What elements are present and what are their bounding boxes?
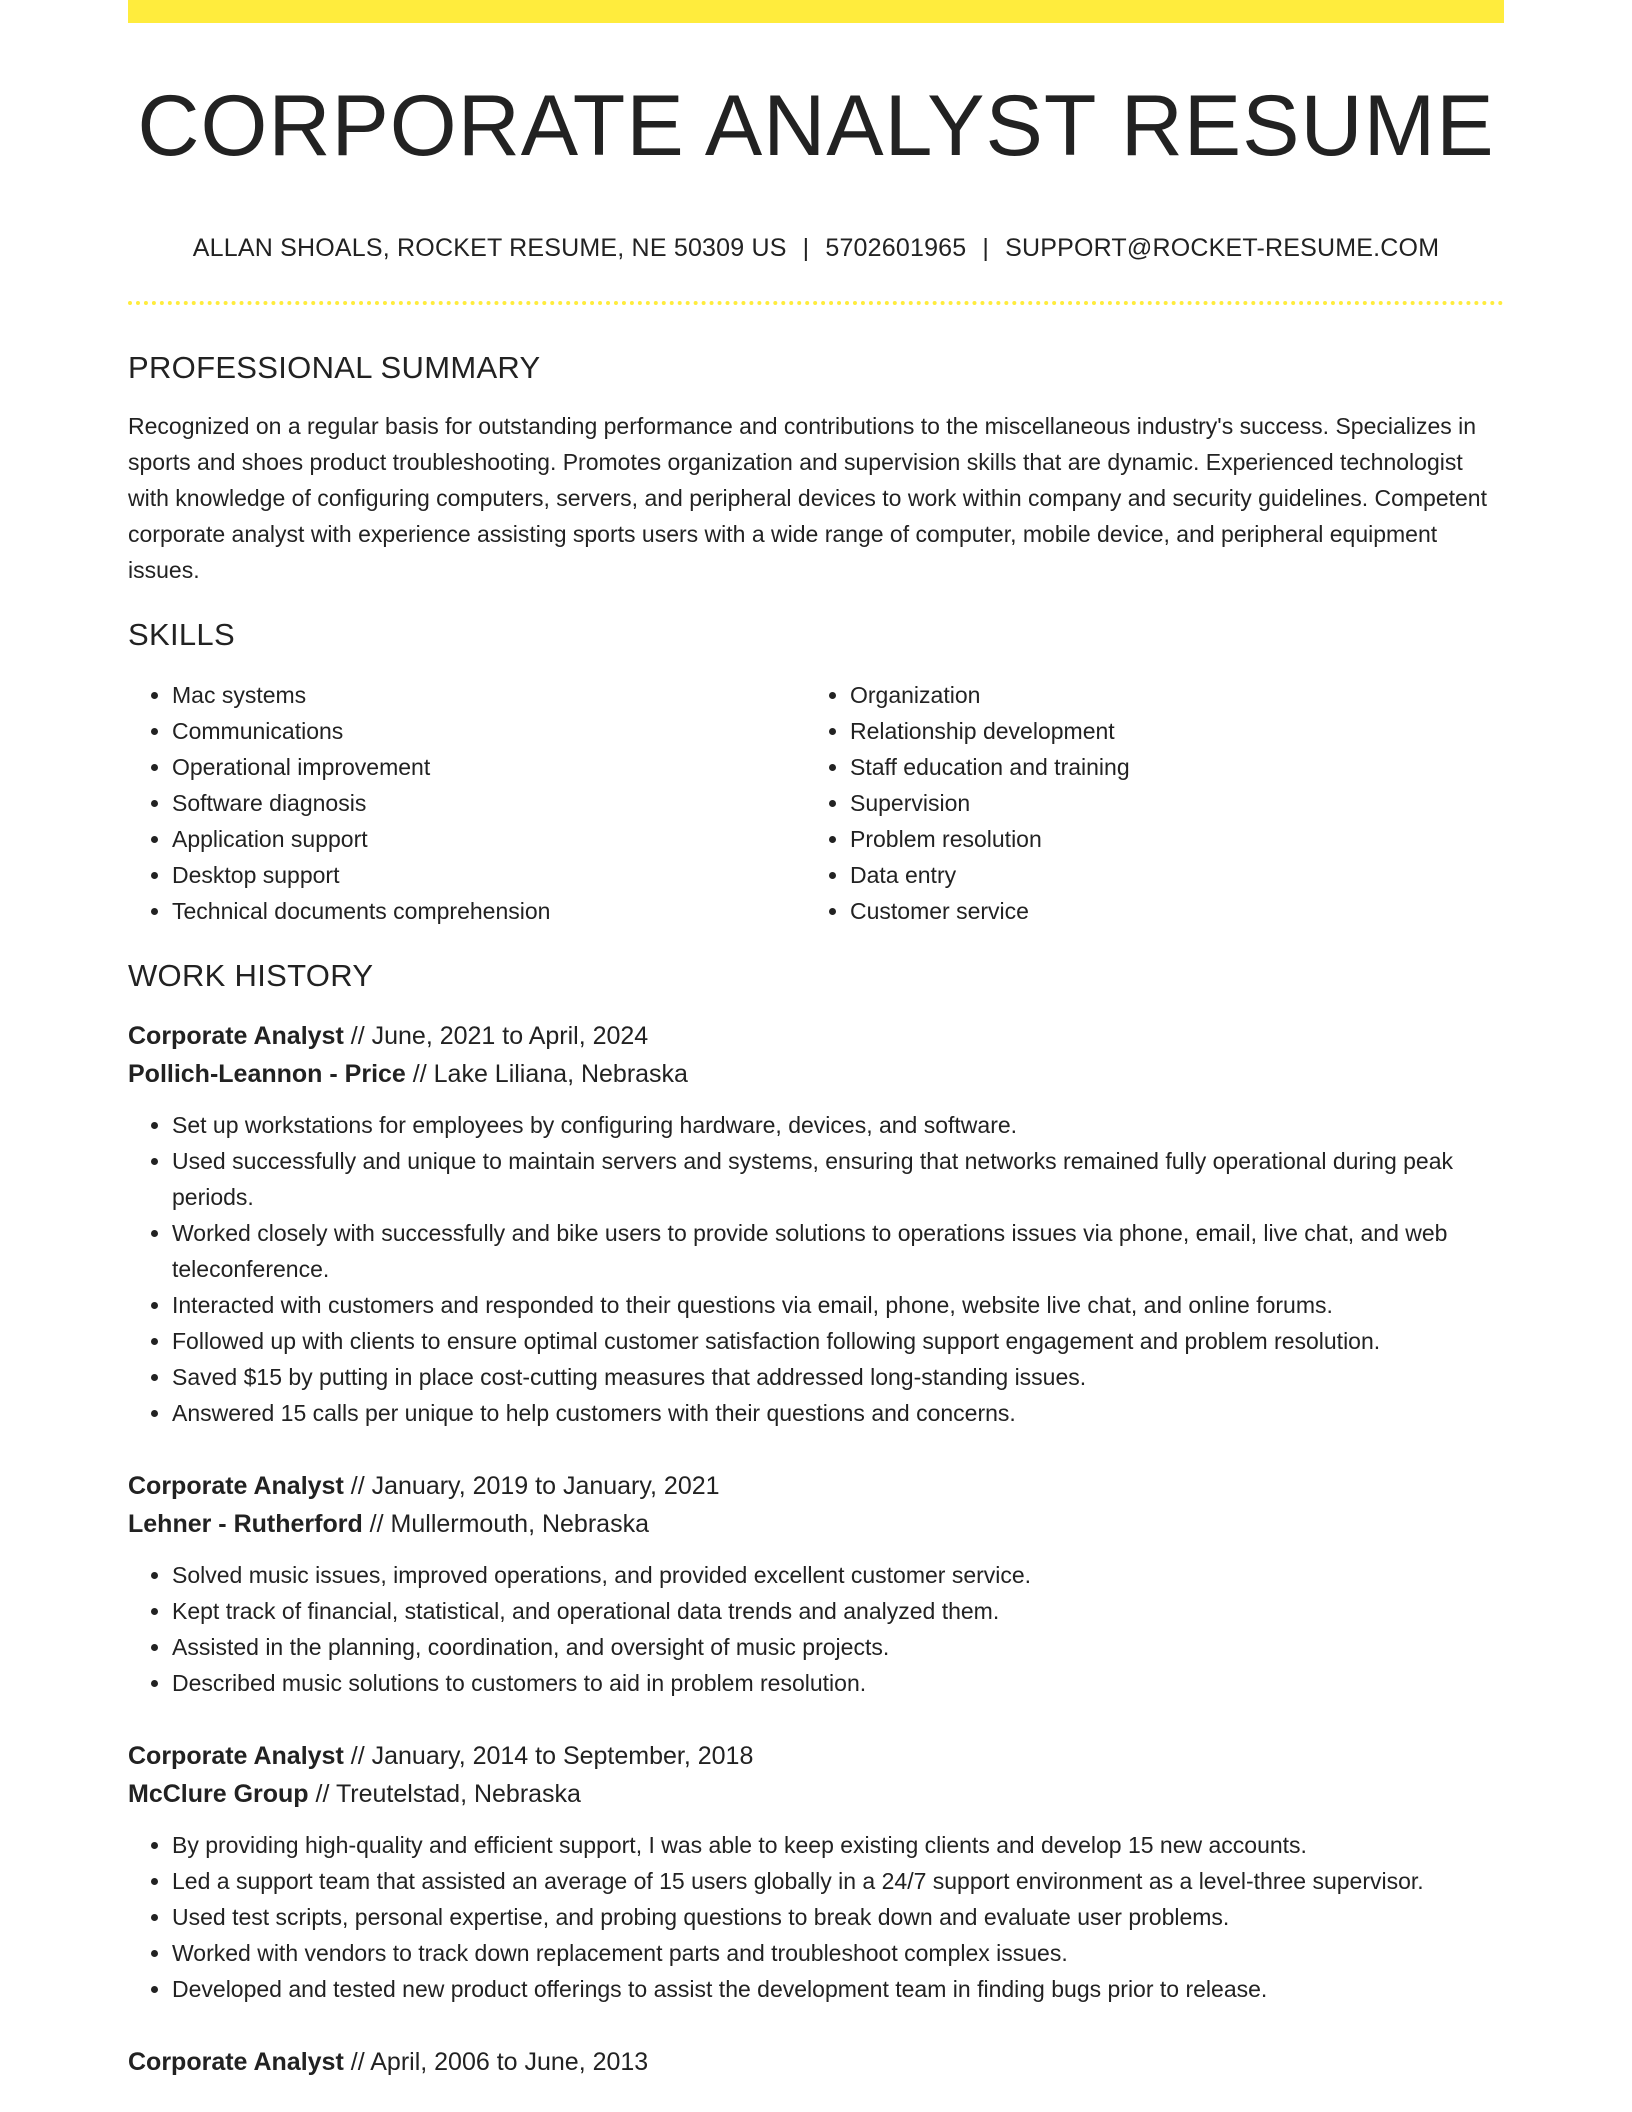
skills-list-left	[128, 677, 806, 929]
job-location: Mullermouth, Nebraska	[390, 1509, 649, 1538]
job-divider: //	[412, 1059, 427, 1088]
contact-email: SUPPORT@ROCKET-RESUME.COM	[1005, 234, 1440, 262]
job-dates: January, 2014 to September, 2018	[371, 1741, 754, 1770]
job-company: Pollich-Leannon - Price	[128, 1059, 406, 1088]
contact-separator: |	[802, 234, 810, 262]
skill-item: • Problem resolution	[850, 821, 1484, 857]
job-divider: //	[350, 1021, 365, 1050]
job-title: Corporate Analyst	[128, 1741, 344, 1770]
job-company-line	[128, 1505, 1504, 1543]
job-bullet: • Used successfully and unique to maintain servers and systems, ensuring that networks remained fully operational during peak periods.	[172, 1143, 1504, 1215]
job-divider: //	[315, 1779, 330, 1808]
work-history-heading: WORK HISTORY	[128, 958, 374, 994]
dotted-divider	[128, 301, 1504, 305]
job-bullet: • Used test scripts, personal expertise, and probing questions to break down and evaluate user problems.	[172, 1899, 1504, 1935]
job-bullet: • Worked closely with successfully and bike users to provide solutions to operations issues via phone, email, live chat, and web teleconference.	[172, 1215, 1504, 1287]
skill-item: • Operational improvement	[172, 749, 806, 785]
skill-item: • Application support	[172, 821, 806, 857]
skill-item: • Communications	[172, 713, 806, 749]
job-divider: //	[350, 1471, 365, 1500]
skill-item: • Supervision	[850, 785, 1484, 821]
job-bullet: • Described music solutions to customers to aid in problem resolution.	[172, 1665, 1504, 1701]
skills-grid	[128, 677, 1504, 929]
page-title: CORPORATE ANALYST RESUME	[137, 78, 1495, 174]
job-entry	[128, 2043, 1504, 2081]
job-bullet: • Developed and tested new product offerings to assist the development team in finding bugs prior to release.	[172, 1971, 1504, 2007]
job-company-line	[128, 1775, 1504, 1813]
job-title-line	[128, 2043, 1504, 2081]
skills-list-right	[806, 677, 1484, 929]
job-bullet: • By providing high-quality and efficient support, I was able to keep existing clients and develop 15 new accounts.	[172, 1827, 1504, 1863]
job-bullets	[128, 1107, 1504, 1431]
skill-item: • Software diagnosis	[172, 785, 806, 821]
job-bullet: • Led a support team that assisted an average of 15 users globally in a 24/7 support environment as a level-three supervisor.	[172, 1863, 1504, 1899]
job-divider: //	[369, 1509, 384, 1538]
job-entry	[128, 1737, 1504, 2007]
job-bullets	[128, 1557, 1504, 1701]
job-entry	[128, 1017, 1504, 1431]
job-title-line	[128, 1017, 1504, 1055]
job-title: Corporate Analyst	[128, 1021, 344, 1050]
job-company: Lehner - Rutherford	[128, 1509, 363, 1538]
contact-address: ALLAN SHOALS, ROCKET RESUME, NE 50309 US	[192, 234, 787, 262]
summary-heading: PROFESSIONAL SUMMARY	[128, 350, 541, 385]
job-title: Corporate Analyst	[128, 1471, 344, 1500]
job-dates: June, 2021 to April, 2024	[371, 1021, 649, 1050]
job-title-line	[128, 1737, 1504, 1775]
skill-item: • Organization	[850, 677, 1484, 713]
skill-item: • Data entry	[850, 857, 1484, 893]
skill-item: • Technical documents comprehension	[172, 893, 806, 929]
contact-phone: 5702601965	[825, 234, 967, 262]
job-location: Treutelstad, Nebraska	[335, 1779, 581, 1808]
skill-item: • Relationship development	[850, 713, 1484, 749]
top-accent-bar	[128, 0, 1504, 23]
skills-heading: SKILLS	[128, 617, 235, 653]
skill-item: • Desktop support	[172, 857, 806, 893]
job-bullet: • Kept track of financial, statistical, and operational data trends and analyzed them.	[172, 1593, 1504, 1629]
job-company-line	[128, 1055, 1504, 1093]
job-bullet: • Set up workstations for employees by configuring hardware, devices, and software.	[172, 1107, 1504, 1143]
job-bullet: • Interacted with customers and responded to their questions via email, phone, website live chat, and online forums.	[172, 1287, 1504, 1323]
job-divider: //	[350, 2047, 365, 2076]
job-title-line	[128, 1467, 1504, 1505]
job-bullets	[128, 1827, 1504, 2007]
job-bullet: • Solved music issues, improved operations, and provided excellent customer service.	[172, 1557, 1504, 1593]
job-bullet: • Followed up with clients to ensure optimal customer satisfaction following support engagement and problem resolution.	[172, 1323, 1504, 1359]
job-dates: January, 2019 to January, 2021	[371, 1471, 720, 1500]
job-company: McClure Group	[128, 1779, 309, 1808]
summary-text: Recognized on a regular basis for outstanding performance and contributions to the miscellaneous industry's success. Specializes in sports and shoes product troubleshooting. Promotes organization and supervision skills that are dynamic. Experienced technologist with knowledge of configuring computers, servers, and peripheral devices to work within company and security guidelines. Competent corporate analyst with experience assisting sports users with a wide range of computer, mobile device, and peripheral equipment issues.	[128, 413, 1487, 584]
resume-page	[128, 0, 1504, 2081]
job-bullet: • Saved $15 by putting in place cost-cutting measures that addressed long-standing issues.	[172, 1359, 1504, 1395]
contact-separator: |	[982, 234, 990, 262]
job-dates: April, 2006 to June, 2013	[370, 2047, 649, 2076]
skill-item: • Customer service	[850, 893, 1484, 929]
job-title: Corporate Analyst	[128, 2047, 344, 2076]
job-bullet: • Assisted in the planning, coordination, and oversight of music projects.	[172, 1629, 1504, 1665]
job-entry	[128, 1467, 1504, 1701]
job-divider: //	[350, 1741, 365, 1770]
job-bullet: • Worked with vendors to track down replacement parts and troubleshoot complex issues.	[172, 1935, 1504, 1971]
job-bullet: • Answered 15 calls per unique to help customers with their questions and concerns.	[172, 1395, 1504, 1431]
skill-item: • Mac systems	[172, 677, 806, 713]
contact-line	[128, 233, 1504, 263]
job-location: Lake Liliana, Nebraska	[433, 1059, 688, 1088]
skill-item: • Staff education and training	[850, 749, 1484, 785]
